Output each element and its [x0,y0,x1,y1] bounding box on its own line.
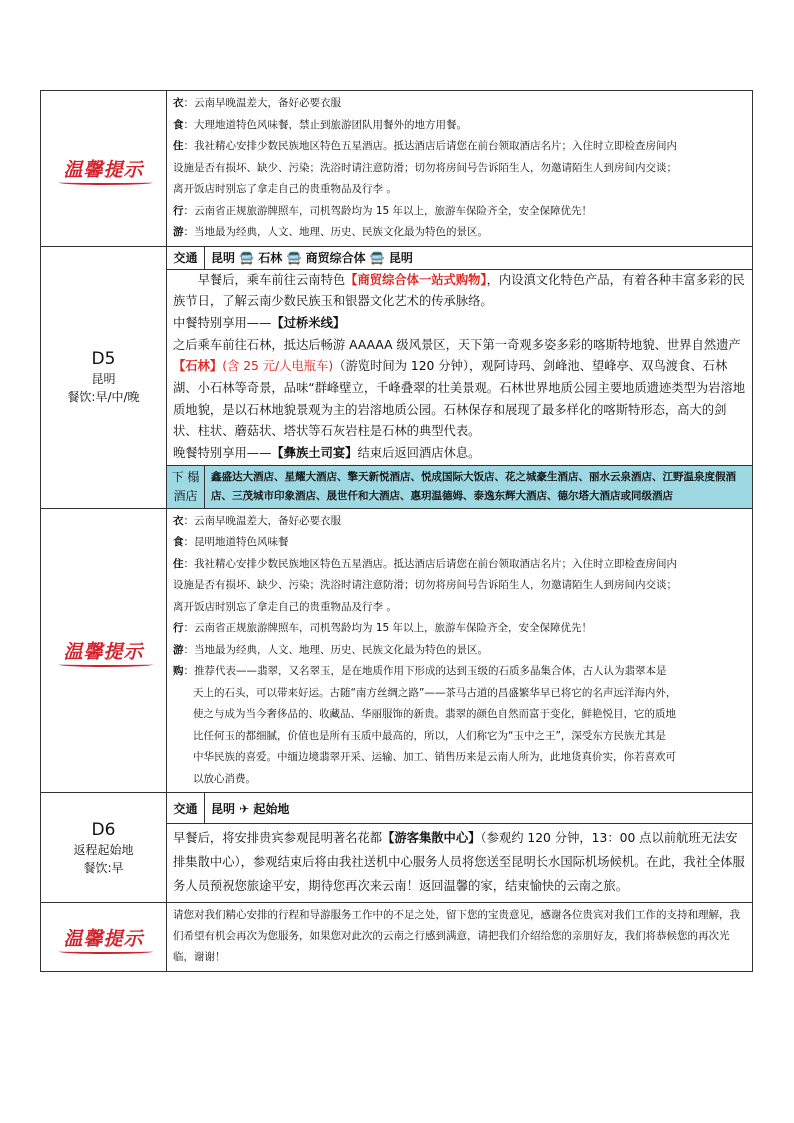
tip-line: 住：我社精心安排少数民族地区特色五星酒店。抵达酒店后请您在前台领取酒店名片；入住时立即检查房间内 [173,557,677,570]
shop-line: 比任何玉的都细腻，价值也是所有玉质中最高的，所以，人们称它为“玉中之王”，深受东方民族尤其是 [193,729,666,742]
hotel-list: 鑫盛达大酒店、星耀大酒店、擎天新悦酒店、悦成国际大饭店、花之城豪生酒店、丽水云泉酒店、江野温泉度假酒店、三茂城市印象酒店、晟世仟和大酒店、惠玥温德姆、泰逸东辉大酒店、德尔塔大酒店或同级酒店 [205,465,753,508]
d5-paragraph-1: 早餐后，乘车前往云南特色【商贸综合体一站式购物】，内设滇文化特色产品，有着各种丰富多彩的民族节日，了解云南少数民族玉和银器文化艺术的传承脉络。 [173,272,745,309]
tip-line: 离开饭店时别忘了拿走自己的贵重物品及行李 。 [173,600,397,613]
d5-day-cell [41,246,167,508]
shop-line: 天上的石头，可以带来好运。古随“南方丝绸之路”——茶马古道的昌盛繁华早已将它的名声远洋海内外， [193,686,677,699]
route-text: 昆明 ✈ 起始地 [205,793,753,824]
closing-row [41,903,753,972]
tip-line: 游：当地最为经典，人文、地理、历史、民族文化最为特色的景区。 [173,226,488,238]
hotel-label: 下 榻 酒店 [167,465,205,508]
d6-desc-cell [167,824,753,903]
tip-line: 设施是否有损坏、缺少、污染；洗浴时请注意防滑；切勿将房间号告诉陌生人，勿邀请陌生人到房间内交谈； [173,161,677,174]
itinerary-sheet [40,90,753,972]
route-label: 交通 [167,793,205,824]
tip-line: 游：当地最为经典，人文、地理、历史、民族文化最为特色的景区。 [173,643,488,656]
tip-line: 食：大理地道特色风味餐，禁止到旅游团队用餐外的地方用餐。 [173,118,467,131]
d5-route-row [41,246,753,269]
day-city: 返程起始地 [73,842,134,857]
shop-line: 以放心消费。 [193,772,256,785]
tip-line: 设施是否有损坏、缺少、污染；洗浴时请注意防滑；切勿将房间号告诉陌生人，勿邀请陌生人到房间内交谈； [173,579,677,592]
shop-line: 中华民族的喜爱。中缅边境翡翠开采、运输、加工、销售历来是云南人所为，此地货真价实，你若喜欢可 [193,751,676,764]
d5-paragraph-2: 之后乘车前往石林，抵达后畅游 AAAAA 级风景区，天下第一奇观多姿多彩的喀斯特地貌、世界自然遗产【石林】(含 25 元/人电瓶车)（游览时间为 120 分钟），观阿诗玛、剑峰池、望峰亭、双鸟渡食、石林湖、小石林等奇景，品味“群峰壁立，千峰叠翠的壮美景观。石林世界地质公园主要地质遗迹类型为岩溶地质地貌，是以石林地貌景观为主的岩溶地质公园。石林保存和展现了最多样化的喀斯特形态，高大的剑状、柱状、蘑菇状、塔状等石灰岩柱是石林的典型代表。 [173,337,746,439]
tip-line: 离开饭店时别忘了拿走自己的贵重物品及行李 。 [173,183,397,195]
d6-paragraph: 早餐后，将安排贵宾参观昆明著名花都【游客集散中心】（参观约 120 分钟，13：00 点以前航班无法安排集散中心），参观结束后将由我社送机中心服务人员将您送至昆明长水国际机场候机。在此，我社全体服务人员预祝您旅途平安，期待您再次来云南！返回温馨的家，结束愉快的云南之旅。 [173,831,745,894]
day-meals: 餐饮:早/中/晚 [67,390,140,405]
tips-logo-cell [41,903,167,972]
tips-content-2 [167,508,753,793]
shopping-note: 购：推荐代表——翡翠，又名翠玉，是在地质作用下形成的达到玉级的石质多晶集合体，古人认为翡翠本是 天上的石头，可以带来好运。古随“南方丝绸之路”——茶马古道的昌盛繁华早已将它的名声远洋海内外， 使之与成为当今奢侈品的、收藏品、华丽服饰的新贵。翡翠的颜色自然而富于变化，鲜艳悦目，它的质地 比任何玉的都细腻，价值也是所有玉质中最高的，所以，人们称它为“玉中之王”，深受东方民族尤其是 中华民族的喜爱。中缅边境翡翠开采、运输、加工、销售历来是云南人所为，此地货真价实，你若喜欢可 以放心消费。 [167,661,752,790]
tip-line: 衣：云南早晚温差大，备好必要衣服 [173,97,341,109]
tip-line: 食：昆明地道特色风味餐 [173,536,289,549]
d6-day-cell [41,793,167,903]
tips-logo-cell [41,91,167,247]
route-text: 昆明 🚍 石林 🚍 商贸综合体 🚍 昆明 [205,246,753,269]
day-meals: 餐饮:早 [83,860,124,875]
d5-desc-cell [167,269,753,465]
tips-row-1 [41,91,753,247]
tips-logo-cell [41,508,167,793]
d6-route-row [41,793,753,824]
tip-line: 衣：云南早晚温差大，备好必要衣服 [173,514,341,527]
tips-row-2 [41,508,753,793]
tip-line: 行：云南省正规旅游牌照车，司机驾龄均为 15 年以上，旅游车保险齐全，安全保障优先！ [173,622,593,635]
tips-logo: 温馨提示 [63,637,143,664]
closing-cell [167,903,753,972]
d5-dinner: 晚餐特别享用——【彝族土司宴】结束后返回酒店休息。 [173,446,481,461]
tip-line: 行：云南省正规旅游牌照车，司机驾龄均为 15 年以上，旅游车保险齐全，安全保障优先！ [173,204,593,217]
day-number: D6 [91,819,116,840]
route-label: 交通 [167,246,205,269]
day-city: 昆明 [91,372,116,387]
d5-lunch: 中餐特别享用——【过桥米线】 [173,315,346,330]
tips-logo: 温馨提示 [63,924,143,951]
itinerary-table [40,90,753,972]
tips-logo: 温馨提示 [63,155,143,182]
tip-line: 住：我社精心安排少数民族地区特色五星酒店。抵达酒店后请您在前台领取酒店名片；入住时立即检查房间内 [173,140,677,152]
tips-content-1 [167,91,753,247]
day-number: D5 [91,349,116,370]
closing-text: 请您对我们精心安排的行程和导游服务工作中的不足之处，留下您的宝贵意见，感谢各位贵宾对我们工作的支持和理解，我们希望有机会再次为您服务，如果您对此次的云南之行感到满意，请把我们介绍给您的亲朋好友，我们将恭候您的再次光临，谢谢！ [173,909,740,964]
shop-line: 使之与成为当今奢侈品的、收藏品、华丽服饰的新贵。翡翠的颜色自然而富于变化，鲜艳悦目，它的质地 [193,708,676,721]
